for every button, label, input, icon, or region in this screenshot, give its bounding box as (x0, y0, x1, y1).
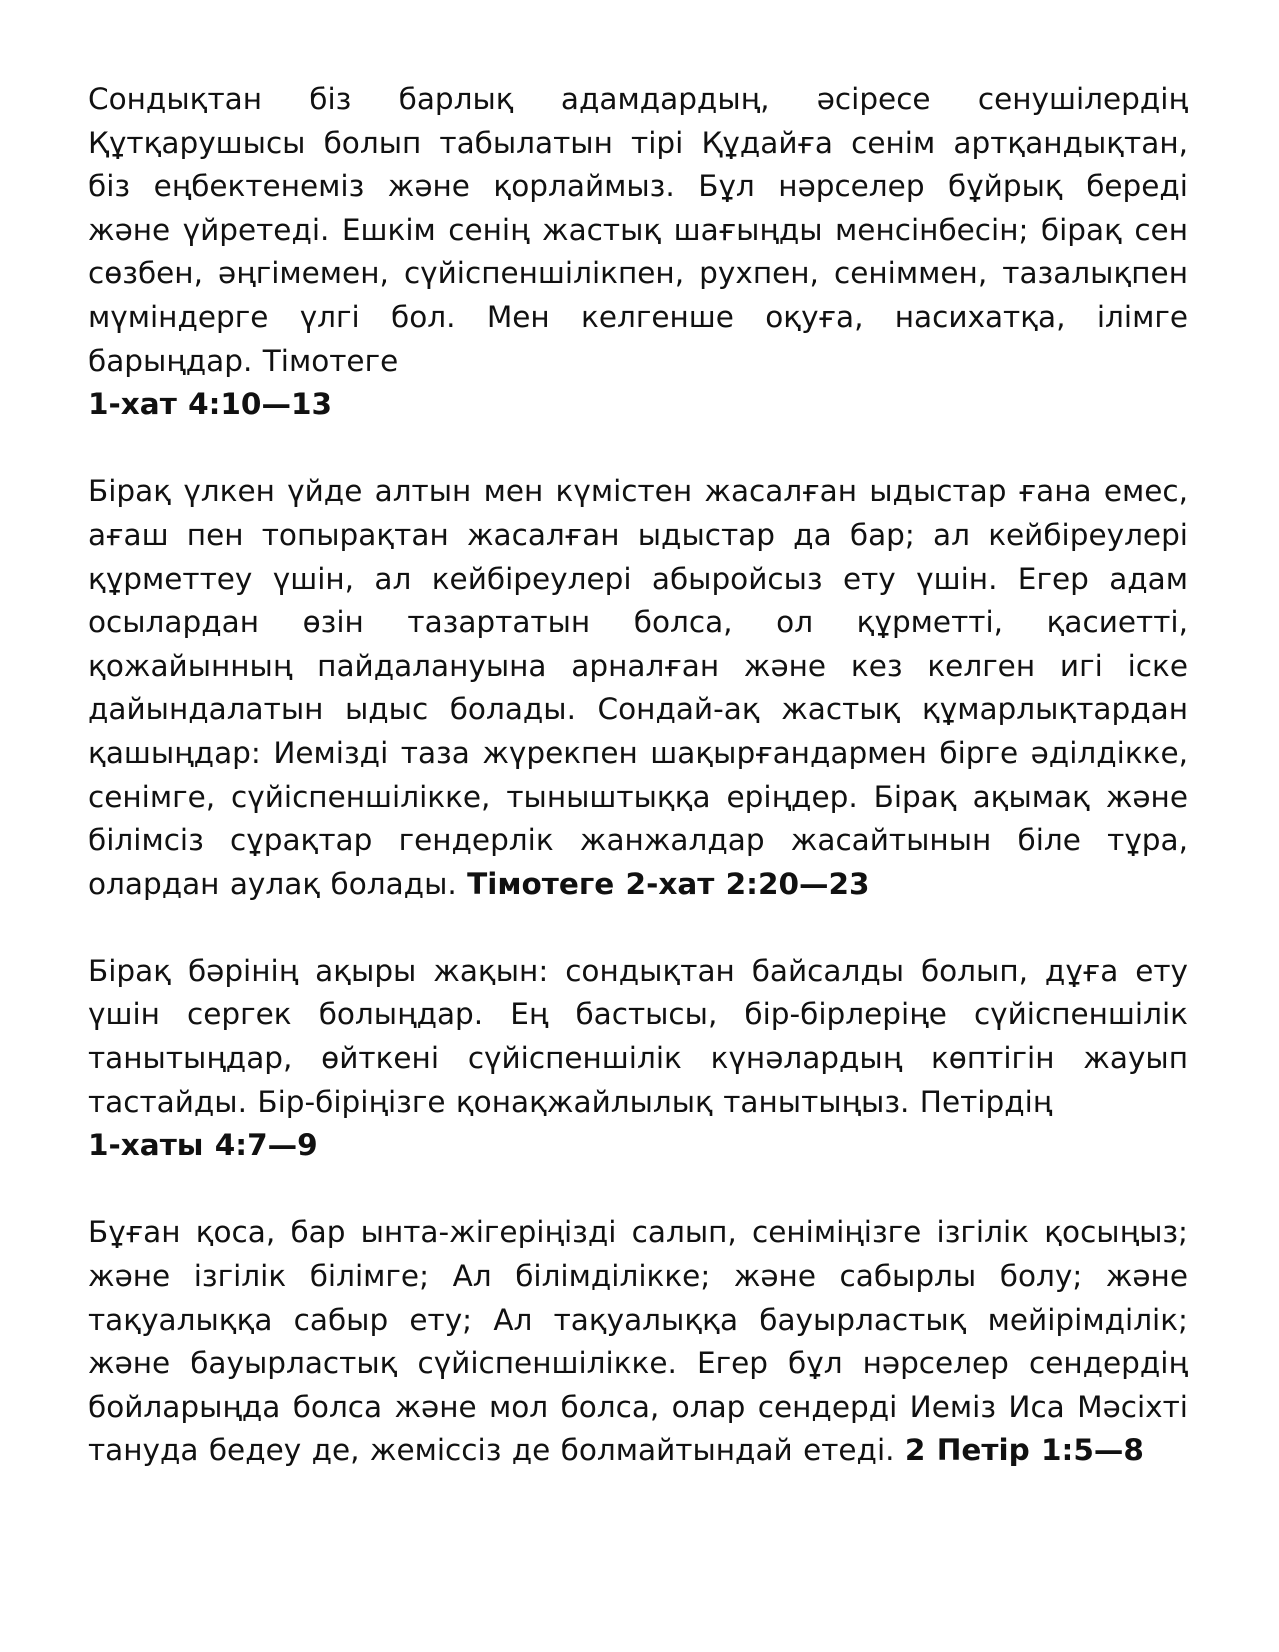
scripture-reference: 1-хат 4:10—13 (88, 387, 333, 422)
passage-text: Бұған қоса, бар ынта-жігеріңізді салып, сеніміңізге ізгілік қосыңыз; және ізгілік білімге; Ал білімділікке; және сабырлы болу; және тақуалыққа сабыр ету; Ал тақуалыққа бауырластық мейірімділік; және бауырластық сүйіспеншілікке. Егер бұл нәрселер сендердің бойларыңда болса және мол болса, олар сендерді Иеміз Иса Мәсіхті тануда бедеу де, жеміссіз де болмайтындай етеді. (88, 1215, 1188, 1468)
scripture-reference: 2 Петір 1:5—8 (904, 1433, 1144, 1468)
passage-text: Сондықтан біз барлық адамдардың, әсіресе сенушілердің Құтқарушысы болып табылатын тірі Құдайға сенім артқандықтан, біз еңбектенеміз және қорлаймыз. Бұл нәрселер бұйрық береді және үйретеді. Ешкім сенің жастық шағыңды менсінбесін; бірақ сен сөзбен, әңгімемен, сүйіспеншілікпен, рухпен, сеніммен, тазалықпен мүміндерге үлгі бол. Мен келгенше оқуға, насихатқа, ілімге барыңдар. Тімотеге (88, 82, 1188, 378)
passage-3 (88, 950, 1188, 1168)
passage-text: Бірақ үлкен үйде алтын мен күмістен жасалған ыдыстар ғана емес, ағаш пен топырақтан жасалған ыдыстар да бар; ал кейбіреулері құрметтеу үшін, ал кейбіреулері абыройсыз ету үшін. Егер адам осылардан өзін тазартатын болса, ол құрметті, қасиетті, қожайынның пайдалануына арналған және кез келген игі іске дайындалатын ыдыс болады. Сондай-ақ жастық құмарлықтардан қашыңдар: Иемізді таза жүрекпен шақырғандармен бірге әділдікке, сенімге, сүйіспеншілікке, тыныштыққа еріңдер. Бірақ ақымақ және білімсіз сұрақтар гендерлік жанжалдар жасайтынын біле тұра, олардан аулақ болады. (88, 474, 1188, 901)
passage-4 (88, 1211, 1188, 1473)
passage-1 (88, 78, 1188, 427)
scripture-reference: Тімотеге 2-хат 2:20—23 (467, 866, 870, 901)
document-page (88, 78, 1188, 1517)
passage-text: Бірақ бәрінің ақыры жақын: сондықтан байсалды болып, дұға ету үшін сергек болыңдар. Ең бастысы, бір-бірлеріңе сүйіспеншілік танытыңдар, өйткені сүйіспеншілік күнәлардың көптігін жауып тастайды. Бір-біріңізге қонақжайлылық танытыңыз. Петірдің (88, 953, 1188, 1119)
scripture-reference: 1-хаты 4:7—9 (88, 1128, 318, 1163)
passage-2 (88, 470, 1188, 906)
